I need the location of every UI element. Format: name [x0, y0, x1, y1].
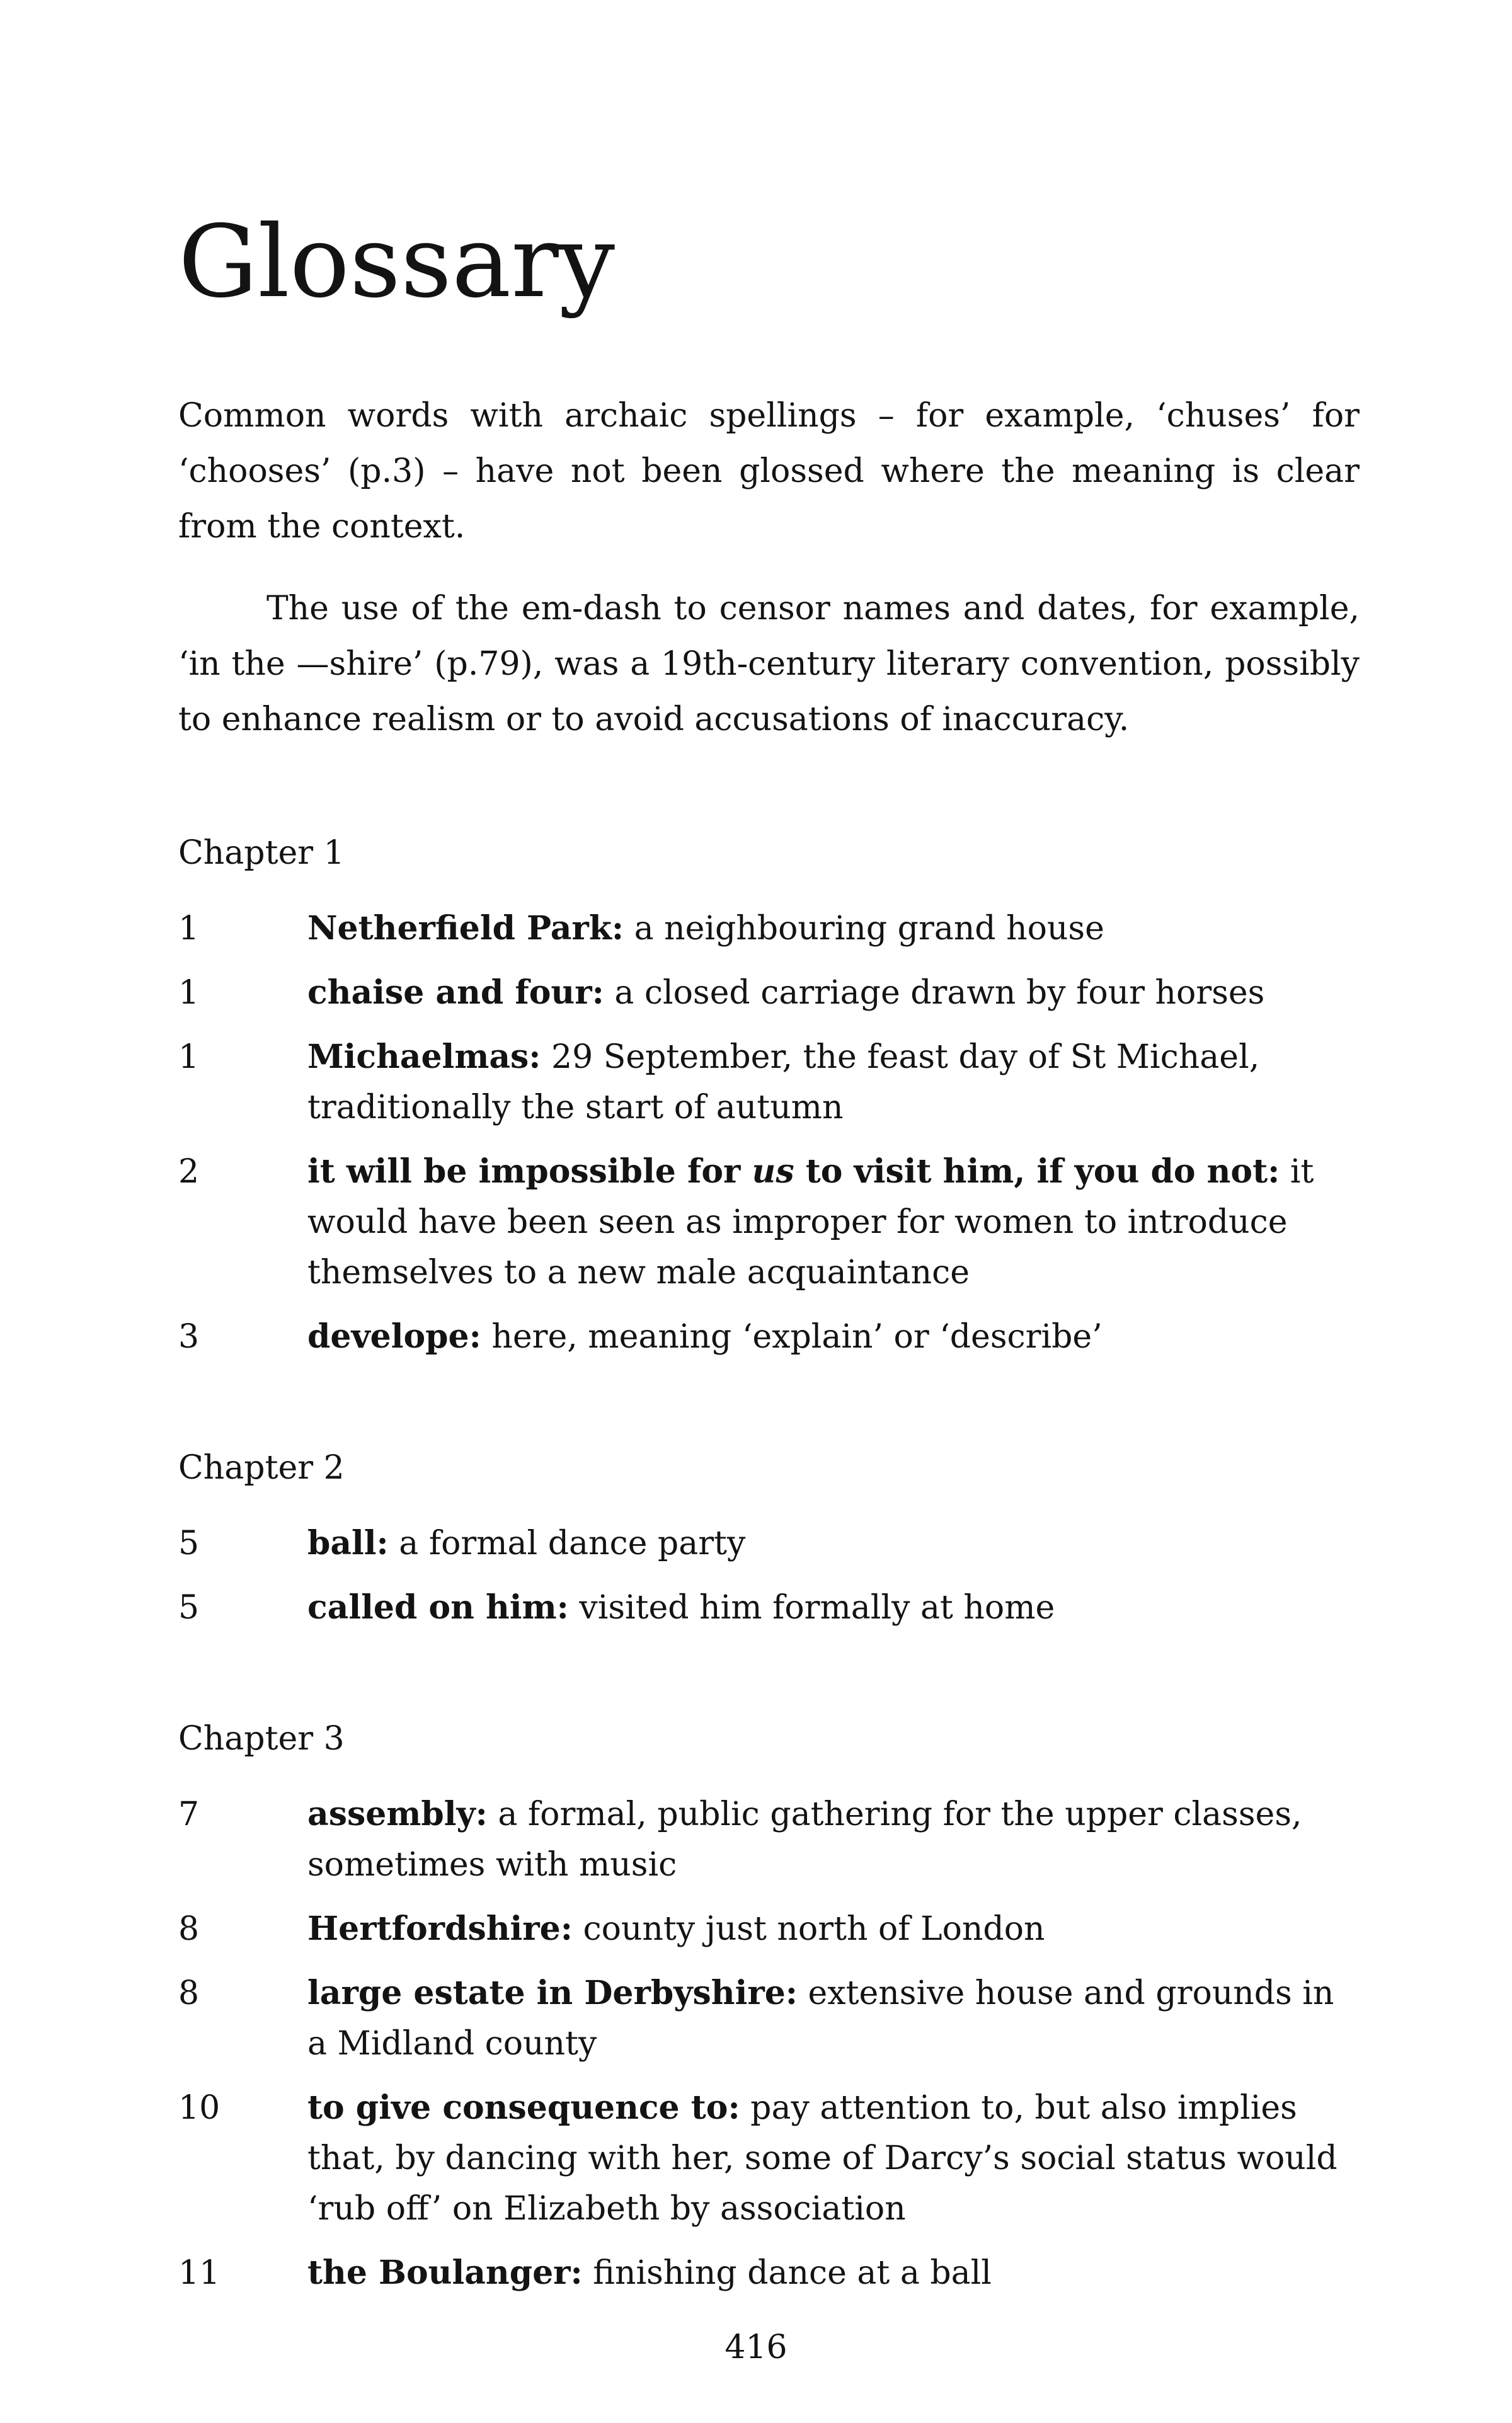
glossary-entry — [178, 903, 1360, 954]
entry-term: assembly: — [307, 1794, 488, 1833]
entry-page-ref: 7 — [178, 1795, 200, 1833]
glossary-entry — [178, 1147, 1360, 1298]
entry-definition: chaise and four: a closed carriage drawn by four horses — [307, 973, 1265, 1012]
entry-page-ref: 3 — [178, 1317, 200, 1356]
entry-page-ref: 1 — [178, 973, 200, 1012]
glossary-entry — [178, 1789, 1360, 1890]
entry-term: develope: — [307, 1317, 481, 1356]
glossary-entry — [178, 1032, 1360, 1133]
entry-term: Netherfield Park: — [307, 908, 624, 948]
intro-paragraph-1: Common words with archaic spellings – for example, ‘chuses’ for ‘chooses’ (p.3) – have not been glossed where the meaning is clear from the context. — [178, 396, 1360, 546]
entry-page-ref: 2 — [178, 1152, 200, 1191]
entry-term: chaise and four: — [307, 973, 604, 1012]
page-number: 416 — [724, 2328, 788, 2366]
entry-definition: it will be impossible for us to visit him, if you do not: it would have been seen as improper for women to introduce themselves to a new male acquaintance — [307, 1152, 1314, 1292]
entry-definition: Netherfield Park: a neighbouring grand house — [307, 908, 1104, 948]
intro-paragraph-2: The use of the em-dash to censor names and dates, for example, ‘in the —shire’ (p.79), was a 19th-century literary convention, possibly to enhance realism or to avoid accusations of inaccuracy. — [178, 589, 1360, 738]
entry-page-ref: 1 — [178, 1038, 200, 1076]
entry-definition: assembly: a formal, public gathering for the upper classes, sometimes with music — [307, 1794, 1302, 1884]
entry-term: ball: — [307, 1523, 389, 1562]
entry-page-ref: 5 — [178, 1524, 200, 1562]
entry-definition: Michaelmas: 29 September, the feast day of St Michael, traditionally the start of autumn — [307, 1037, 1260, 1126]
chapter-heading: Chapter 1 — [178, 833, 345, 872]
entry-page-ref: 5 — [178, 1588, 200, 1627]
entry-term: Hertfordshire: — [307, 1909, 573, 1948]
entry-definition: ball: a formal dance party — [307, 1523, 746, 1562]
entry-page-ref: 11 — [178, 2254, 220, 2292]
entry-definition: develope: here, meaning ‘explain’ or ‘describe’ — [307, 1317, 1102, 1356]
glossary-entry — [178, 1518, 1360, 1569]
glossary-entry — [178, 1968, 1360, 2069]
entry-term: it will be impossible for us to visit him, if you do not: — [307, 1152, 1280, 1191]
entry-definition: Hertfordshire: county just north of London — [307, 1909, 1045, 1948]
entry-page-ref: 8 — [178, 1910, 200, 1948]
entry-page-ref: 8 — [178, 1974, 200, 2012]
entry-term: Michaelmas: — [307, 1037, 541, 1076]
entry-term: the Boulanger: — [307, 2253, 583, 2292]
entry-definition: large estate in Derbyshire: extensive house and grounds in a Midland county — [307, 1973, 1334, 2063]
glossary-entry — [178, 1583, 1360, 1633]
glossary-entry — [178, 2248, 1360, 2298]
entry-term: large estate in Derbyshire: — [307, 1973, 798, 2012]
entry-page-ref: 1 — [178, 909, 200, 948]
glossary-entry — [178, 1312, 1360, 1362]
entry-term: called on him: — [307, 1588, 569, 1627]
page-title: Glossary — [178, 204, 616, 320]
chapter-heading: Chapter 2 — [178, 1448, 345, 1487]
entry-definition: called on him: visited him formally at home — [307, 1588, 1055, 1627]
glossary-entry — [178, 968, 1360, 1018]
glossary-entry — [178, 1904, 1360, 1954]
entry-definition: the Boulanger: finishing dance at a ball — [307, 2253, 992, 2292]
glossary-sections — [178, 828, 1360, 2298]
entry-definition: to give consequence to: pay attention to, but also implies that, by dancing with her, some of Darcy’s social status would ‘rub off’ on Elizabeth by association — [307, 2088, 1337, 2228]
entry-term: to give consequence to: — [307, 2088, 740, 2127]
entry-page-ref: 10 — [178, 2088, 220, 2127]
glossary-entry — [178, 2083, 1360, 2234]
chapter-heading: Chapter 3 — [178, 1719, 345, 1758]
